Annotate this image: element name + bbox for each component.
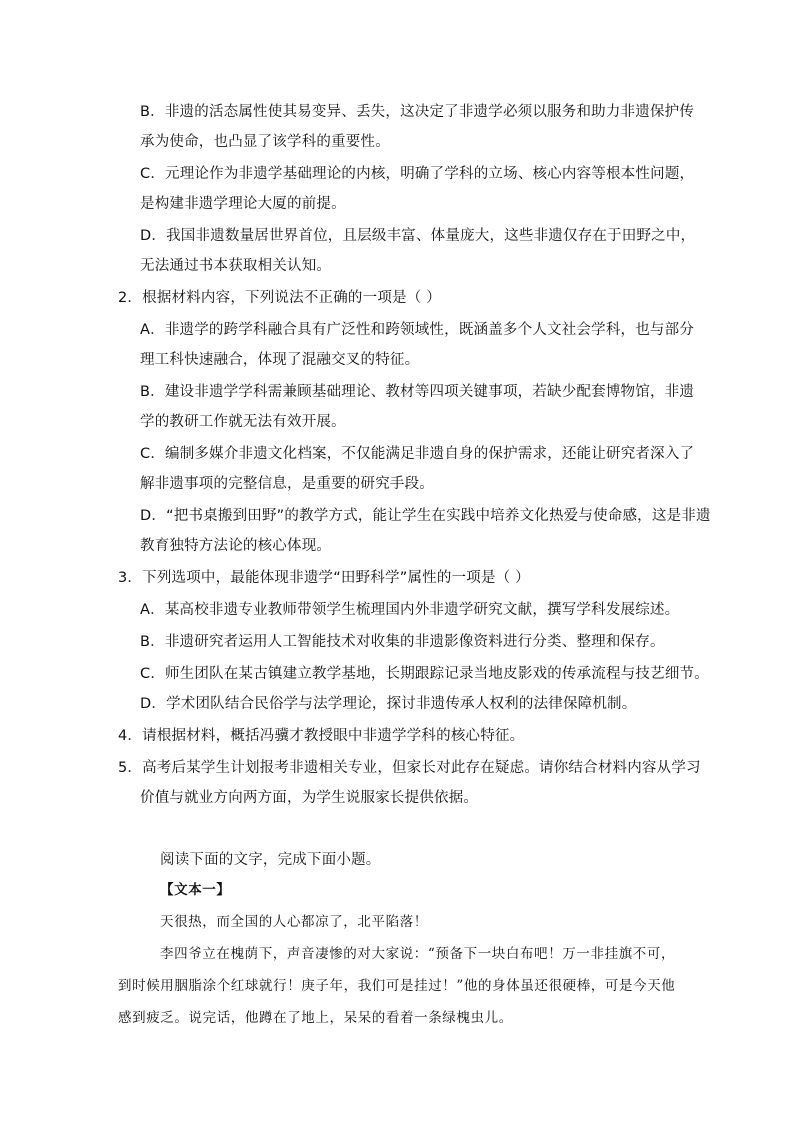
q5-stem-line2: 价值与就业方向两方面，为学生说服家长提供依据。 bbox=[140, 790, 479, 806]
passage-para2-line1: 李四爷立在槐荫下，声音凄惨的对大家说：“预备下一块白布吧！万一非挂旗不可， bbox=[160, 946, 676, 962]
passage-para2-line2: 到时候用胭脂涂个红球就行！庚子年，我们可是挂过！”他的身体虽还很硬棒，可是今天他 bbox=[118, 978, 676, 994]
q5-stem-line1: 5．高考后某学生计划报考非遗相关专业，但家长对此存在疑虑。请你结合材料内容从学习 bbox=[118, 760, 701, 776]
text1-label: 【文本一】 bbox=[160, 882, 231, 898]
q2-option-a-line2: 理工科快速融合，体现了混融交叉的特征。 bbox=[140, 352, 420, 368]
q1-option-b-line1: B．非遗的活态属性使其易变异、丢失，这决定了非遗学必须以服务和助力非遗保护传 bbox=[140, 104, 695, 120]
q3-option-b: B．非遗研究者运用人工智能技术对收集的非遗影像资料进行分类、整理和保存。 bbox=[140, 634, 665, 650]
q2-option-d-line1: D．“把书桌搬到田野”的教学方式，能让学生在实践中培养文化热爱与使命感，这是非遗 bbox=[140, 508, 711, 524]
q1-option-c-line2: 是构建非遗学理论大厦的前提。 bbox=[140, 196, 346, 212]
passage-para2-line3: 感到疲乏。说完话，他蹲在了地上，呆呆的看着一条绿槐虫儿。 bbox=[118, 1010, 513, 1026]
q3-option-c: C．师生团队在某古镇建立教学基地，长期跟踪记录当地皮影戏的传承流程与技艺细节。 bbox=[140, 666, 709, 682]
q2-option-b-line1: B．建设非遗学学科需兼顾基础理论、教材等四项关键事项，若缺少配套博物馆，非遗 bbox=[140, 384, 695, 400]
passage-para1: 天很热，而全国的人心都凉了，北平陷落！ bbox=[160, 914, 428, 930]
q2-option-d-line2: 教育独特方法论的核心体现。 bbox=[140, 538, 332, 554]
q2-option-b-line2: 学的教研工作就无法有效开展。 bbox=[140, 414, 346, 430]
q2-option-c-line1: C．编制多媒介非遗文化档案，不仅能满足非遗自身的保护需求，还能让研究者深入了 bbox=[140, 446, 695, 462]
q3-option-a: A．某高校非遗专业教师带领学生梳理国内外非遗学研究文献，撰写学科发展综述。 bbox=[140, 602, 680, 618]
q2-option-c-line2: 解非遗事项的完整信息，是重要的研究手段。 bbox=[140, 476, 434, 492]
q1-option-d-line2: 无法通过书本获取相关认知。 bbox=[140, 258, 332, 274]
q4-stem: 4．请根据材料，概括冯骥才教授眼中非遗学学科的核心特征。 bbox=[118, 728, 525, 744]
q3-stem: 3．下列选项中，最能体现非遗学“田野科学”属性的一项是（ ） bbox=[118, 570, 530, 586]
q1-option-c-line1: C．元理论作为非遗学基础理论的内核，明确了学科的立场、核心内容等根本性问题， bbox=[140, 166, 695, 182]
q2-stem: 2．根据材料内容，下列说法不正确的一项是（ ） bbox=[118, 290, 441, 306]
q1-option-b-line2: 承为使命，也凸显了该学科的重要性。 bbox=[140, 134, 390, 150]
q1-option-d-line1: D．我国非遗数量居世界首位，且层级丰富、体量庞大，这些非遗仅存在于田野之中， bbox=[140, 228, 696, 244]
q2-option-a-line1: A．非遗学的跨学科融合具有广泛性和跨领域性，既涵盖多个人文社会学科，也与部分 bbox=[140, 322, 695, 338]
reading-instruction: 阅读下面的文字，完成下面小题。 bbox=[160, 852, 381, 868]
q3-option-d: D．学术团队结合民俗学与法学理论，探讨非遗传承人权利的法律保障机制。 bbox=[140, 696, 637, 712]
